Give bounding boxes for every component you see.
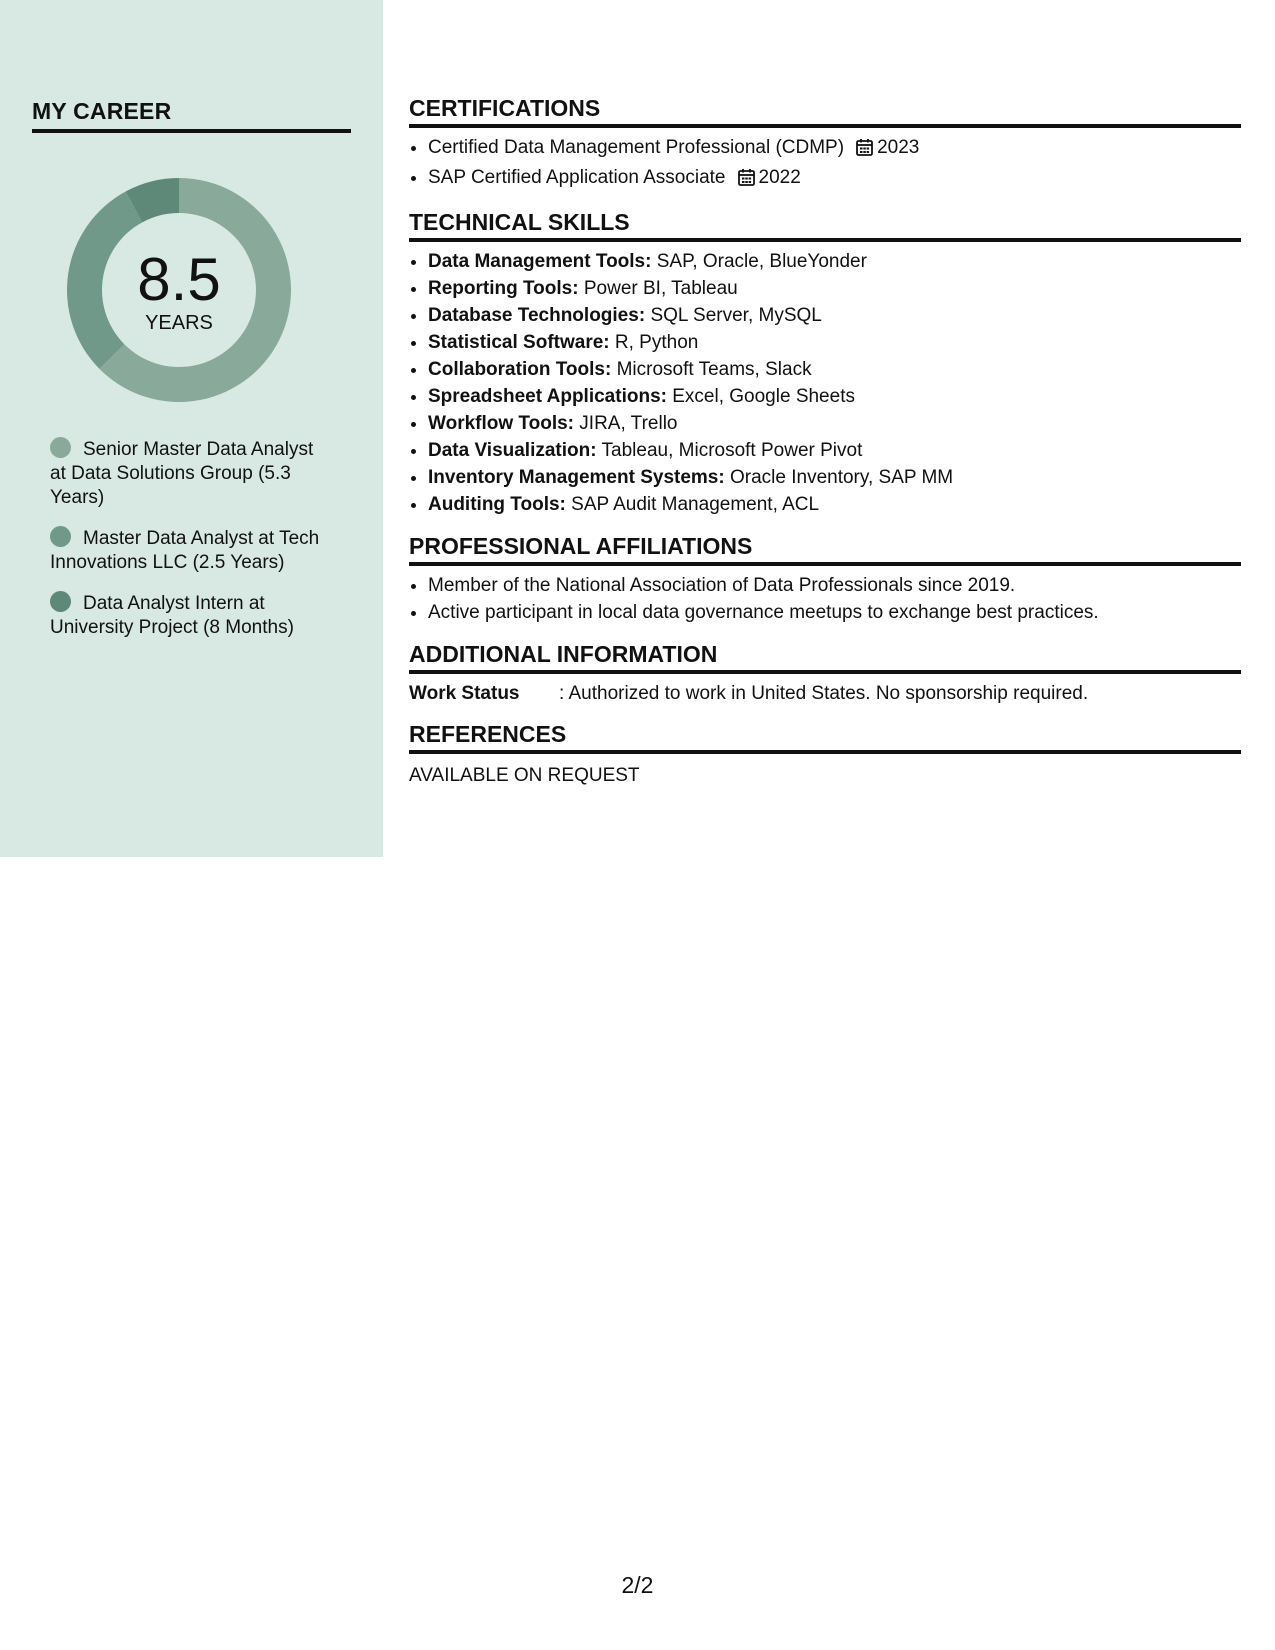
references-text: AVAILABLE ON REQUEST (409, 765, 640, 786)
skill-label: Data Visualization: (428, 440, 597, 461)
affiliations-list (409, 572, 1241, 626)
skill-label: Workflow Tools: (428, 413, 575, 434)
calendar-icon (856, 137, 873, 164)
certifications-list (409, 134, 1241, 194)
skills-section (409, 208, 1241, 518)
skill-label: Statistical Software: (428, 332, 610, 353)
sidebar (0, 0, 383, 857)
skill-label: Data Management Tools: (428, 251, 652, 272)
skill-value: Microsoft Teams, Slack (616, 359, 812, 380)
section-title: PROFESSIONAL AFFILIATIONS (409, 532, 1241, 566)
list-item (428, 275, 1241, 302)
list-item (428, 356, 1241, 383)
certification-year: 2023 (877, 137, 920, 158)
skills-list (409, 248, 1241, 518)
list-item (428, 410, 1241, 437)
list-item (428, 134, 1241, 164)
legend-item (50, 526, 330, 575)
main-content (409, 94, 1241, 802)
certification-year: 2022 (758, 167, 801, 188)
additional-info-section (409, 640, 1241, 706)
career-legend (50, 437, 330, 656)
list-item (428, 302, 1241, 329)
list-item: • Active participant in local data governance meetups to exchange best practices. (428, 599, 1241, 626)
skill-value: SAP Audit Management, ACL (571, 494, 820, 515)
legend-label: Senior Master Data Analyst at Data Solutions Group (5.3 Years) (50, 439, 314, 508)
section-title: TECHNICAL SKILLS (409, 208, 1241, 242)
skill-label: Reporting Tools: (428, 278, 579, 299)
skill-label: Inventory Management Systems: (428, 467, 725, 488)
section-title: CERTIFICATIONS (409, 94, 1241, 128)
total-years-unit: YEARS (145, 311, 213, 334)
calendar-icon (738, 167, 755, 194)
section-title: REFERENCES (409, 720, 1241, 754)
skill-label: Spreadsheet Applications: (428, 386, 667, 407)
skill-label: Database Technologies: (428, 305, 646, 326)
legend-label: Data Analyst Intern at University Project (8 Months) (50, 593, 294, 638)
total-years-value: 8.5 (137, 245, 221, 313)
skill-value: SQL Server, MySQL (650, 305, 822, 326)
certification-name: Certified Data Management Professional (CDMP) (428, 137, 845, 158)
skill-value: SAP, Oracle, BlueYonder (656, 251, 867, 272)
skill-value: Power BI, Tableau (583, 278, 738, 299)
legend-dot (50, 526, 71, 547)
donut-center (66, 177, 292, 403)
list-item (428, 437, 1241, 464)
affiliations-section (409, 532, 1241, 626)
skill-value: Tableau, Microsoft Power Pivot (601, 440, 863, 461)
legend-dot (50, 591, 71, 612)
section-title: ADDITIONAL INFORMATION (409, 640, 1241, 674)
list-item (428, 383, 1241, 410)
legend-item (50, 591, 330, 640)
page-number: 2/2 (621, 1572, 654, 1598)
list-item (428, 329, 1241, 356)
legend-item (50, 437, 330, 510)
work-status-label: Work Status (409, 683, 520, 704)
career-donut-chart (66, 177, 292, 403)
list-item (428, 248, 1241, 275)
skill-label: Collaboration Tools: (428, 359, 612, 380)
list-item (428, 491, 1241, 518)
skill-value: JIRA, Trello (579, 413, 678, 434)
list-item (428, 164, 1241, 194)
legend-dot (50, 437, 71, 458)
work-status-row (409, 682, 1241, 706)
skill-label: Auditing Tools: (428, 494, 566, 515)
work-status-value: : Authorized to work in United States. No sponsorship required. (559, 683, 1089, 704)
certification-name: SAP Certified Application Associate (428, 167, 726, 188)
list-item: • Member of the National Association of Data Professionals since 2019. (428, 572, 1241, 599)
career-heading: MY CAREER (32, 98, 351, 133)
skill-value: Excel, Google Sheets (672, 386, 855, 407)
legend-label: Master Data Analyst at Tech Innovations LLC (2.5 Years) (50, 528, 320, 573)
references-section (409, 720, 1241, 788)
certifications-section (409, 94, 1241, 194)
skill-value: Oracle Inventory, SAP MM (729, 467, 954, 488)
skill-value: R, Python (614, 332, 699, 353)
list-item (428, 464, 1241, 491)
